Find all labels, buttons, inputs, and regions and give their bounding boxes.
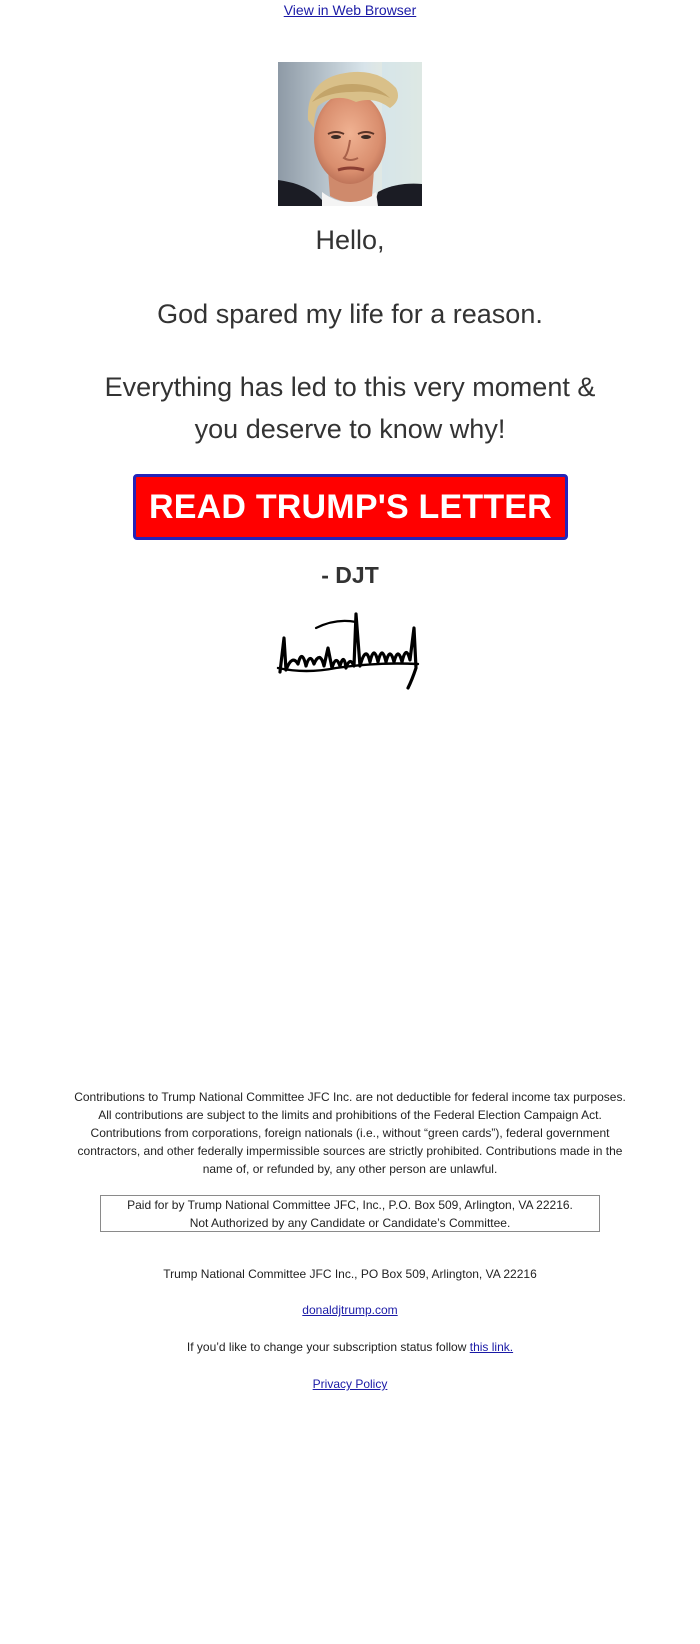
disclaimer-block	[70, 1088, 630, 1178]
paid-for-box	[100, 1195, 600, 1232]
message-line-1: God spared my life for a reason.	[157, 299, 543, 329]
message-line-2b: you deserve to know why!	[194, 414, 506, 444]
privacy-row	[0, 1377, 700, 1391]
subscription-row	[0, 1340, 700, 1354]
footer-address: Trump National Committee JFC Inc., PO Box 509, Arlington, VA 22216	[163, 1267, 537, 1281]
privacy-policy-link[interactable]: Privacy Policy	[312, 1377, 388, 1391]
website-link[interactable]: donaldjtrump.com	[302, 1303, 398, 1317]
cta-container	[133, 474, 568, 540]
signature-icon	[276, 608, 426, 692]
disclaimer-line-4: contractors, and other federally impermissible sources are strictly prohibited. Contributions made in the	[77, 1144, 623, 1158]
view-in-browser-row	[0, 2, 700, 18]
paid-for-line-1: Paid for by Trump National Committee JFC, Inc., P.O. Box 509, Arlington, VA 22216.	[127, 1198, 573, 1212]
sign-off-text: - DJT	[321, 562, 379, 588]
greeting-text: Hello,	[315, 225, 385, 255]
disclaimer-line-1: Contributions to Trump National Committee JFC Inc. are not deductible for federal income tax purposes.	[74, 1090, 626, 1104]
message-line-2a: Everything has led to this very moment &	[104, 372, 596, 402]
view-in-browser-link[interactable]: View in Web Browser	[283, 2, 417, 18]
subscription-text: If you’d like to change your subscription status follow	[186, 1340, 470, 1354]
disclaimer-line-5: name of, or refunded by, any other person are unlawful.	[202, 1162, 498, 1176]
subscription-link[interactable]: this link.	[469, 1340, 514, 1354]
paid-for-line-2: Not Authorized by any Candidate or Candidate’s Committee.	[189, 1216, 511, 1230]
read-letter-button[interactable]: READ TRUMP'S LETTER	[133, 474, 568, 540]
portrait-image	[278, 62, 422, 206]
disclaimer-line-3: Contributions from corporations, foreign nationals (i.e., without “green cards”), federal government	[90, 1126, 610, 1140]
disclaimer-line-2: All contributions are subject to the limits and prohibitions of the Federal Election Campaign Act.	[98, 1108, 602, 1122]
website-row	[0, 1303, 700, 1317]
